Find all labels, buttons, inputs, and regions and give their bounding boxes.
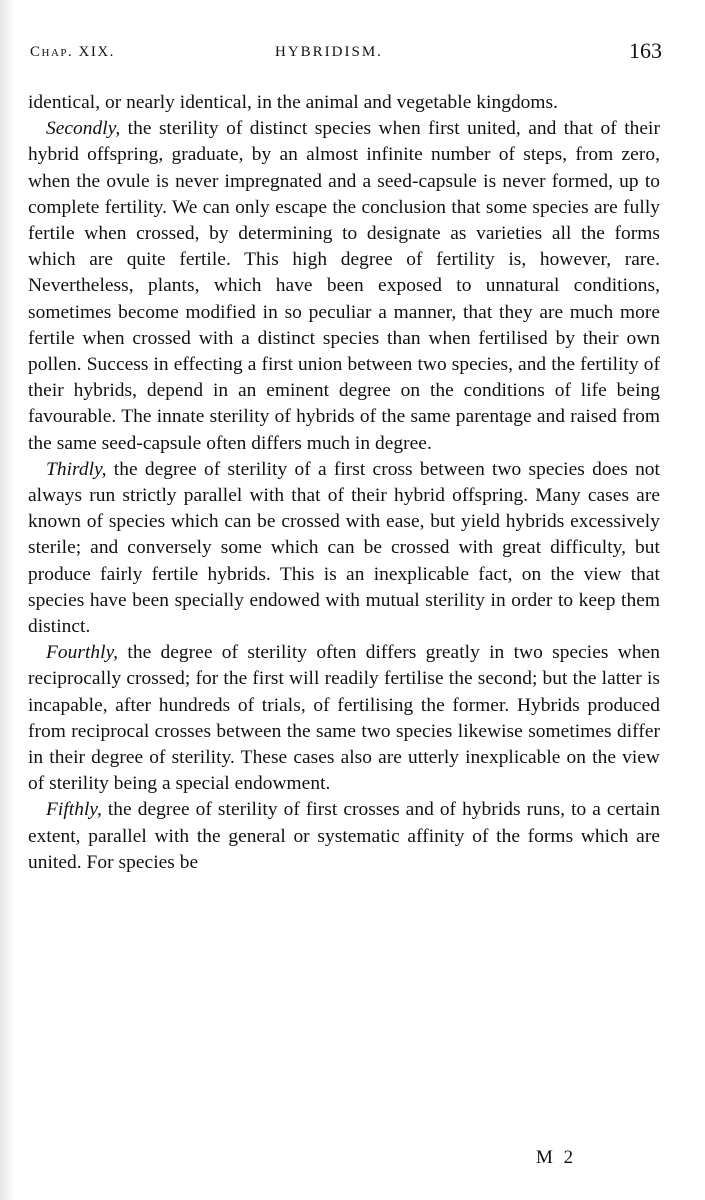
- paragraph-text: the degree of sterility often differs greatly in two species when reciprocally crossed; for the first will readily fertilise the second; but the latter is incapable, after hundreds of trials, of fertilising the former. Hybrids produced from reciprocal crosses between the same two species likewise sometimes differ in their degree of sterility. These cases also are utterly inexplicable on the view of sterility being a special endowment.: [28, 642, 660, 795]
- paragraph-text: the sterility of distinct species when first united, and that of their hybrid offspring, graduate, by an almost infinite number of steps, from zero, when the ovule is never impregnated and a seed-capsule is never formed, up to complete fertility. We can only escape the conclusion that some species are fully fertile when crossed, by determining to designate as varieties all the forms which are quite fertile. This high degree of fertility is, however, rare. Nevertheless, plants, which have been exposed to unnatural conditions, sometimes become modified in so peculiar a manner, that they are much more fertile when crossed with a distinct species than when fertilised by their own pollen. Success in effecting a first union between two species, and the fertility of their hybrids, depend in an eminent degree on the conditions of life being favourable. The innate sterility of hybrids of the same parentage and raised from the same seed-capsule often differs much in degree.: [28, 118, 660, 454]
- paragraph-text: the degree of sterility of a first cross between two species does not always run strictly parallel with that of their hybrid offspring. Many cases are known of species which can be crossed with ease, but yield hybrids excessively sterile; and conversely some which can be crossed with great difficulty, but produce fairly fertile hybrids. This is an inexplicable fact, on the view that species have been specially endowed with mutual sterility in order to keep them distinct.: [28, 458, 660, 638]
- paragraph-lead: Thirdly,: [46, 458, 107, 480]
- paragraph-thirdly: [28, 457, 660, 640]
- paragraph-secondly: [28, 116, 660, 457]
- paragraph-fourthly: [28, 640, 660, 797]
- chapter-label: Chap. XIX.: [30, 44, 115, 60]
- page-number: 163: [629, 38, 662, 63]
- paragraph-fifthly: [28, 797, 660, 876]
- paragraph-text: identical, or nearly identical, in the animal and vegetable kingdoms.: [28, 92, 559, 113]
- scan-edge-shadow: [0, 0, 14, 1200]
- paragraph-continued: [28, 90, 660, 116]
- running-head: [30, 38, 662, 70]
- paragraph-lead: Secondly,: [46, 118, 121, 140]
- paragraph-text: the degree of sterility of first crosses and of hybrids runs, to a certain extent, parallel with the general or systematic affinity of the forms which are united. For species be: [28, 799, 660, 873]
- paragraph-lead: Fifthly,: [46, 799, 102, 821]
- running-title: HYBRIDISM.: [275, 44, 383, 60]
- paragraph-lead: Fourthly,: [46, 642, 119, 664]
- signature-mark: M 2: [536, 1147, 577, 1168]
- body-text: [28, 90, 660, 876]
